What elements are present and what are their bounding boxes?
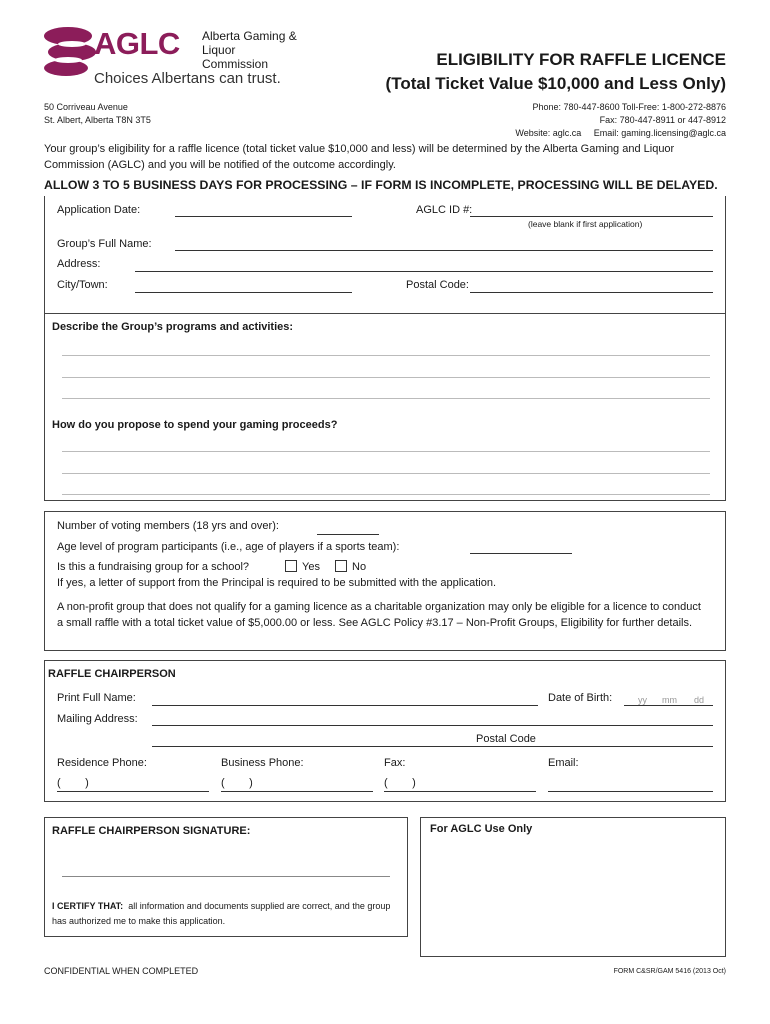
address-line1: 50 Corriveau Avenue bbox=[44, 102, 128, 112]
age-level-field[interactable] bbox=[470, 553, 572, 554]
logo-tagline: Choices Albertans can trust. bbox=[94, 70, 281, 87]
chair-mailing-field[interactable] bbox=[152, 725, 713, 726]
certify-body: all information and documents supplied are correct, and the group has authorized me to make this application. bbox=[52, 901, 391, 926]
signature-heading: RAFFLE CHAIRPERSON SIGNATURE: bbox=[52, 825, 251, 837]
application-date-label: Application Date: bbox=[57, 204, 141, 216]
email-label: Email: bbox=[548, 757, 579, 769]
chair-name-label: Print Full Name: bbox=[57, 692, 136, 704]
school-question-label: Is this a fundraising group for a school? bbox=[57, 561, 250, 573]
logo-org-line2: Liquor Commission bbox=[202, 43, 269, 71]
school-yes-label: Yes bbox=[302, 561, 320, 573]
chair-dob-mm: mm bbox=[662, 695, 677, 705]
aglc-swirl-icon bbox=[42, 24, 98, 78]
group-name-field[interactable] bbox=[175, 250, 713, 251]
describe-line-3[interactable] bbox=[62, 398, 710, 399]
address-field[interactable] bbox=[135, 271, 713, 272]
describe-line-1[interactable] bbox=[62, 355, 710, 356]
chair-postal-label: Postal Code bbox=[476, 733, 536, 745]
contact-web-email: Website: aglc.ca Email: gaming.licensing@aglc.ca bbox=[515, 128, 726, 138]
form-title-line2: (Total Ticket Value $10,000 and Less Only) bbox=[385, 74, 726, 93]
school-yes-checkbox[interactable] bbox=[285, 560, 297, 572]
chair-dob-dd: dd bbox=[694, 695, 705, 705]
residence-phone-field[interactable] bbox=[57, 791, 209, 792]
processing-notice: ALLOW 3 TO 5 BUSINESS DAYS FOR PROCESSING – IF FORM IS INCOMPLETE, PROCESSING WILL BE DELAYED. bbox=[44, 178, 718, 192]
chair-dob-yy: yy bbox=[638, 695, 647, 705]
signature-field[interactable] bbox=[62, 876, 390, 877]
chairperson-heading: RAFFLE CHAIRPERSON bbox=[48, 668, 176, 680]
form-title-line1: ELIGIBILITY FOR RAFFLE LICENCE bbox=[436, 50, 726, 69]
residence-phone-label: Residence Phone: bbox=[57, 757, 147, 769]
footer-form-id: FORM C&SR/GAM 5416 (2013 Oct) bbox=[613, 968, 726, 975]
school-no-checkbox[interactable] bbox=[335, 560, 347, 572]
intro-text: Your group’s eligibility for a raffle licence (total ticket value $10,000 and less) will be determined by the Alberta Gaming and Liquor Commission (AGLC) and you will be notified of the outcome accordingly. bbox=[44, 143, 675, 171]
contact-fax: Fax: 780-447-8911 or 447-8912 bbox=[599, 115, 726, 125]
spend-line-2[interactable] bbox=[62, 473, 710, 474]
describe-line-2[interactable] bbox=[62, 377, 710, 378]
voting-members-field[interactable] bbox=[317, 534, 379, 535]
chair-name-field[interactable] bbox=[152, 705, 538, 706]
postal-code-field[interactable] bbox=[470, 292, 713, 293]
city-label: City/Town: bbox=[57, 279, 108, 291]
nonprofit-note: A non-profit group that does not qualify for a gaming licence as a charitable organization may only be eligible for a licence to conduct a small raffle with a total ticket value of $5,000.00 or less. See AGLC Policy #3.17 – Non-Profit Groups, Eligibility for further details. bbox=[57, 601, 701, 629]
spend-line-3[interactable] bbox=[62, 494, 710, 495]
aglc-id-field[interactable] bbox=[470, 216, 713, 217]
business-phone-label: Business Phone: bbox=[221, 757, 304, 769]
voting-members-label: Number of voting members (18 yrs and over): bbox=[57, 520, 279, 532]
business-phone-area: ( ) bbox=[221, 777, 253, 789]
fax-area: ( ) bbox=[384, 777, 416, 789]
residence-phone-area: ( ) bbox=[57, 777, 89, 789]
logo-mark: AGLC bbox=[94, 26, 180, 61]
aglc-logo bbox=[42, 22, 302, 92]
age-level-label: Age level of program participants (i.e., age of players if a sports team): bbox=[57, 541, 400, 553]
certify-text bbox=[52, 899, 397, 929]
spend-proceeds-label: How do you propose to spend your gaming proceeds? bbox=[52, 419, 338, 431]
chair-postal-field[interactable] bbox=[152, 746, 713, 747]
chair-dob-field[interactable] bbox=[624, 705, 713, 706]
certify-bold: I CERTIFY THAT: bbox=[52, 901, 124, 911]
group-name-label: Group’s Full Name: bbox=[57, 238, 152, 250]
city-field[interactable] bbox=[135, 292, 352, 293]
aglc-use-label: For AGLC Use Only bbox=[430, 823, 533, 835]
logo-org-line1: Alberta Gaming & bbox=[202, 29, 297, 43]
school-letter-note: If yes, a letter of support from the Principal is required to be submitted with the application. bbox=[57, 577, 497, 589]
postal-code-label: Postal Code: bbox=[406, 279, 469, 291]
aglc-use-section bbox=[420, 817, 726, 957]
spend-line-1[interactable] bbox=[62, 451, 710, 452]
aglc-id-label: AGLC ID #: bbox=[416, 204, 473, 216]
school-no-label: No bbox=[352, 561, 367, 573]
fax-field[interactable] bbox=[384, 791, 536, 792]
footer-confidential: CONFIDENTIAL WHEN COMPLETED bbox=[44, 966, 199, 976]
address-line2: St. Albert, Alberta T8N 3T5 bbox=[44, 115, 151, 125]
contact-phone: Phone: 780-447-8600 Toll-Free: 1-800-272-8876 bbox=[532, 102, 726, 112]
aglc-id-hint: (leave blank if first application) bbox=[528, 219, 643, 229]
business-phone-field[interactable] bbox=[221, 791, 373, 792]
chair-mailing-label: Mailing Address: bbox=[57, 713, 138, 725]
email-field[interactable] bbox=[548, 791, 713, 792]
application-section bbox=[44, 196, 726, 314]
fax-label: Fax: bbox=[384, 757, 406, 769]
chair-dob-label: Date of Birth: bbox=[548, 692, 613, 704]
describe-programs-label: Describe the Group’s programs and activities: bbox=[52, 321, 294, 333]
application-date-field[interactable] bbox=[175, 216, 352, 217]
address-label: Address: bbox=[57, 258, 101, 270]
